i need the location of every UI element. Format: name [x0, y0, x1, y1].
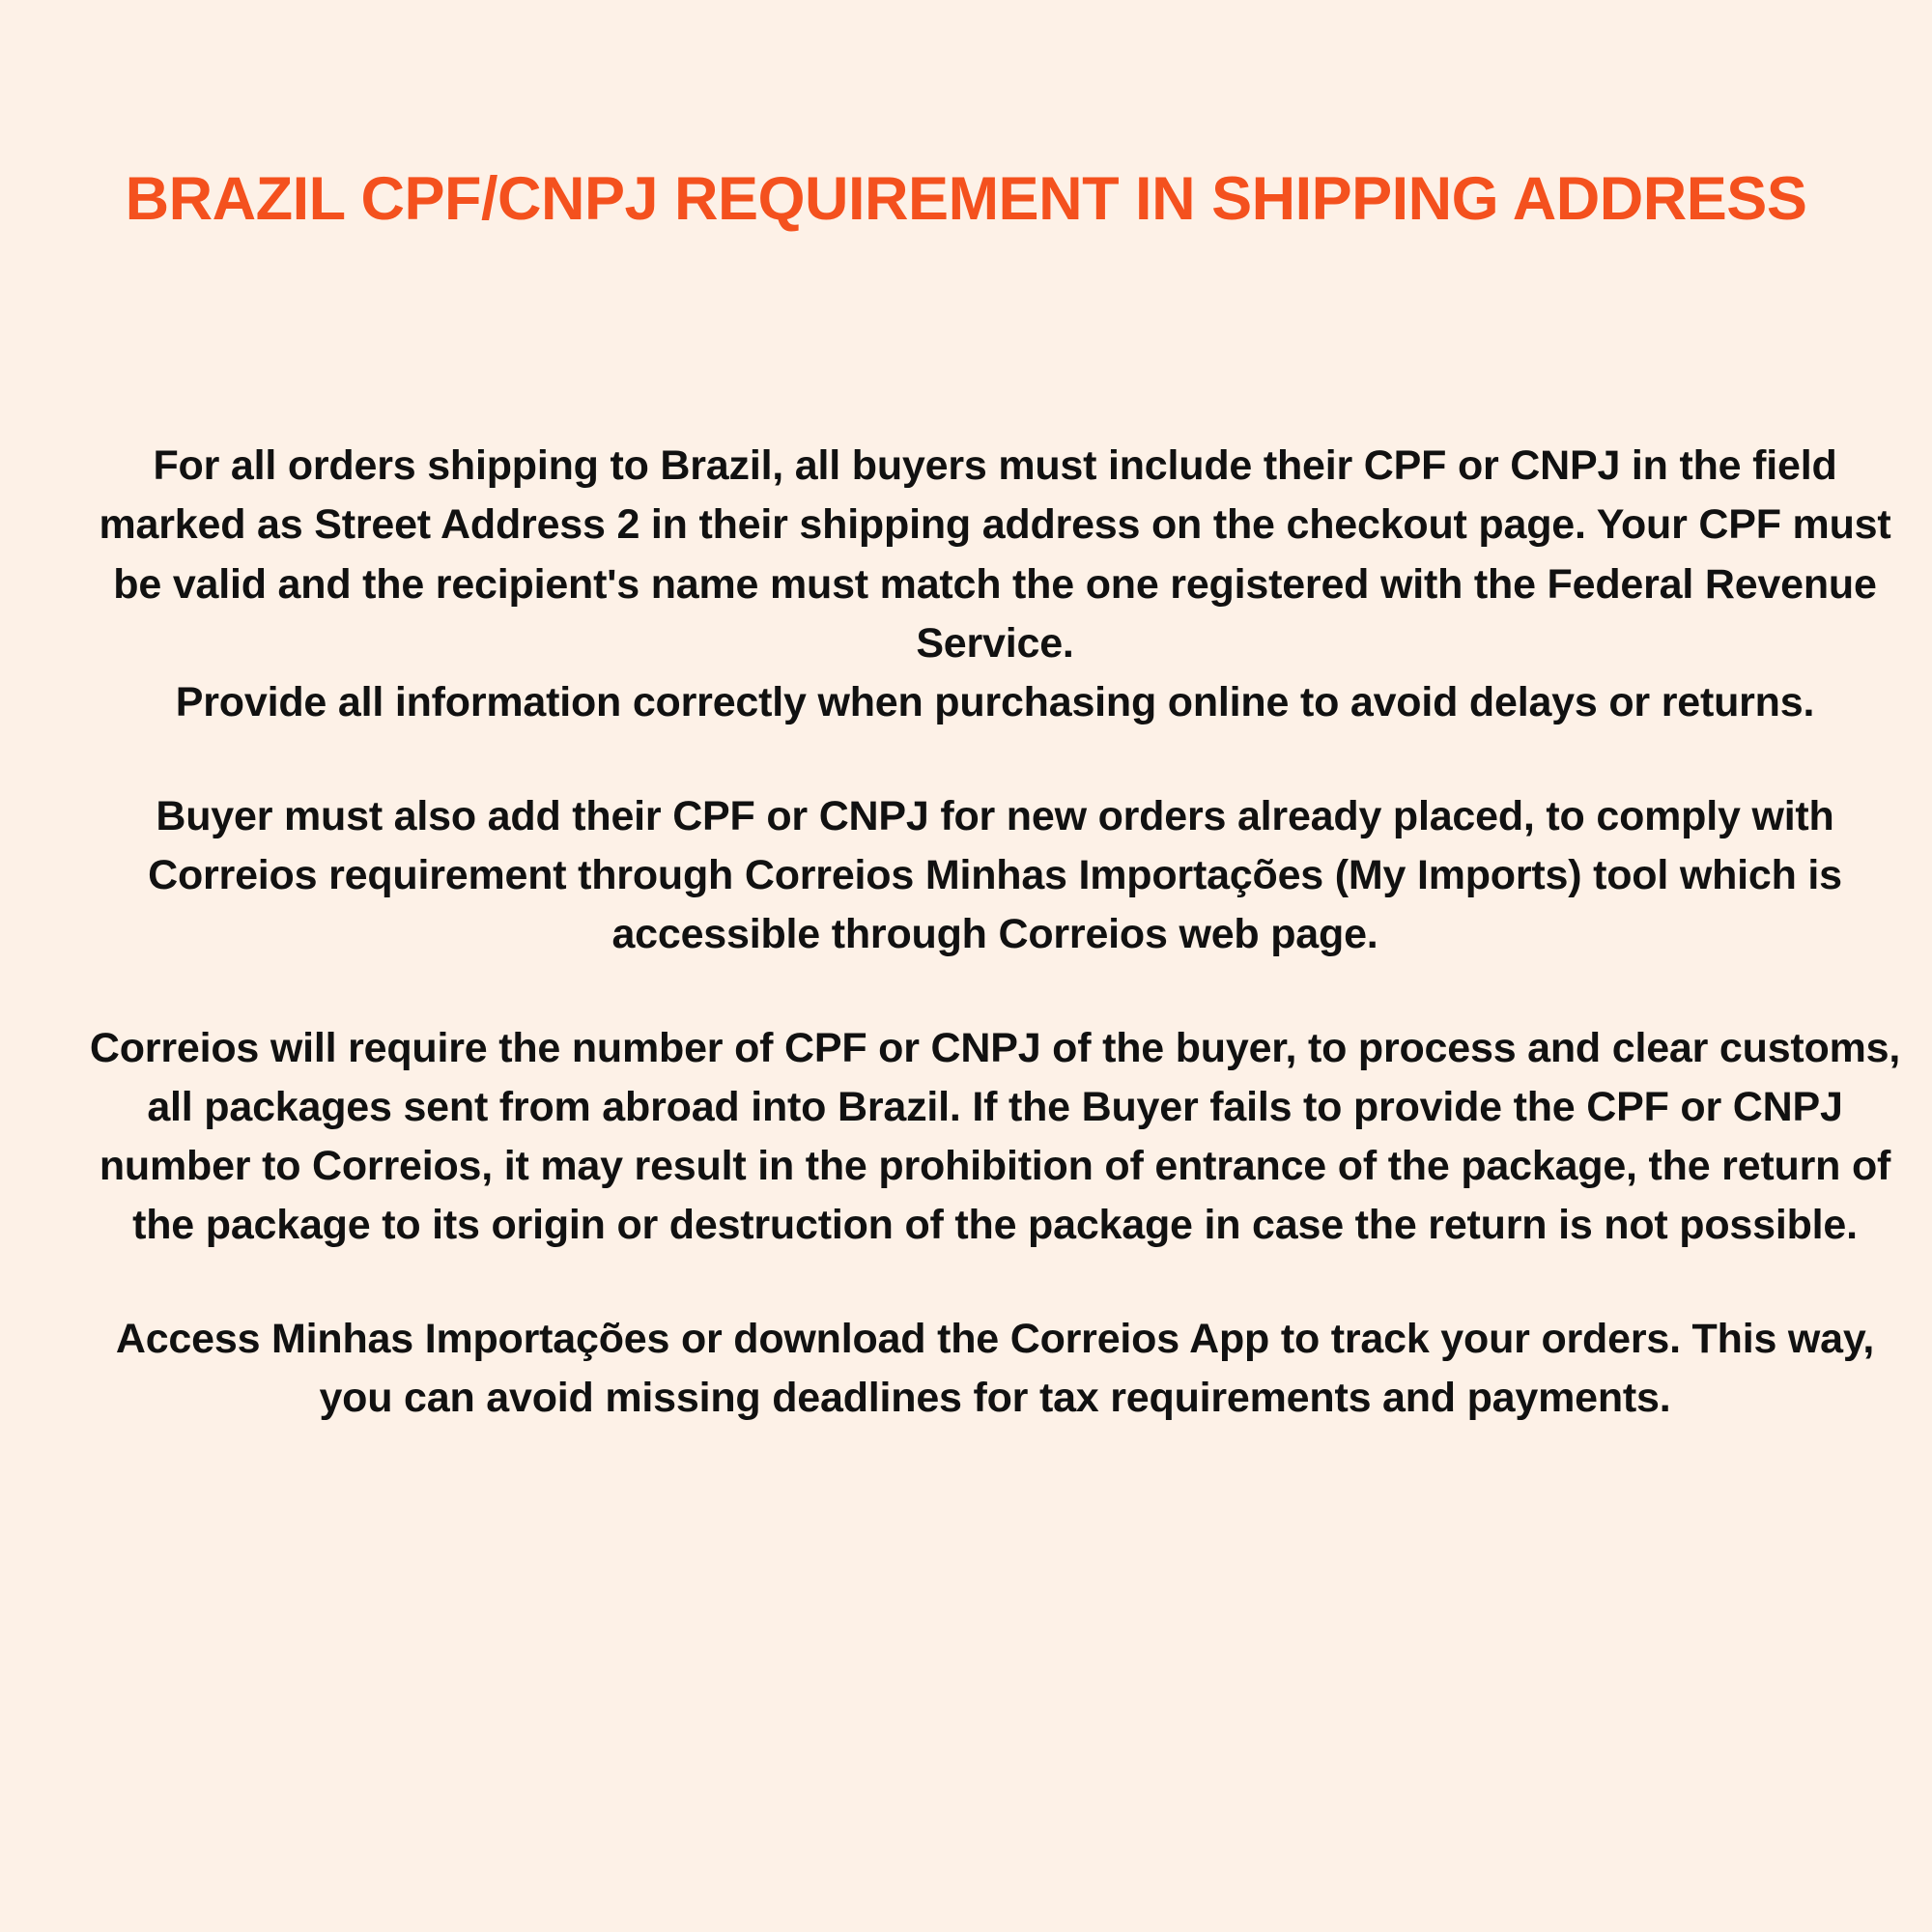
paragraph-customs-clearance: Correios will require the number of CPF or CNPJ of the buyer, to process and clear customs, all packages sent from abroad into Brazil. If the Buyer fails to provide the CPF or CNPJ number to Correios, it may result in the prohibition of entrance of the package, the return of the package to its origin or destruction of the package in case the return is not possible. — [89, 1024, 1901, 1248]
paragraph-spacer-2 — [77, 964, 1913, 1019]
page-title: BRAZIL CPF/CNPJ REQUIREMENT IN SHIPPING ADDRESS — [125, 165, 1807, 233]
paragraph-spacer-1 — [77, 732, 1913, 787]
paragraph-spacer-3 — [77, 1255, 1913, 1310]
paragraph-existing-orders: Buyer must also add their CPF or CNPJ for new orders already placed, to comply with Correios requirement through Correios Minhas Importações (My Imports) tool which is accessible through Correios web page. — [148, 792, 1842, 957]
paragraph-tracking-app: Access Minhas Importações or download the Correios App to track your orders. This way, you can avoid missing deadlines for tax requirements and payments. — [115, 1316, 1875, 1422]
paragraph-provide-information: Provide all information correctly when purchasing online to avoid delays or returns. — [175, 678, 1815, 725]
notice-body — [77, 437, 1913, 1428]
paragraph-cpf-checkout: For all orders shipping to Brazil, all buyers must include their CPF or CNPJ in the field marked as Street Address 2 in their shipping address on the checkout page. Your CPF must be valid and the recipient's name must match the one registered with the Federal Revenue Service. — [99, 442, 1891, 667]
